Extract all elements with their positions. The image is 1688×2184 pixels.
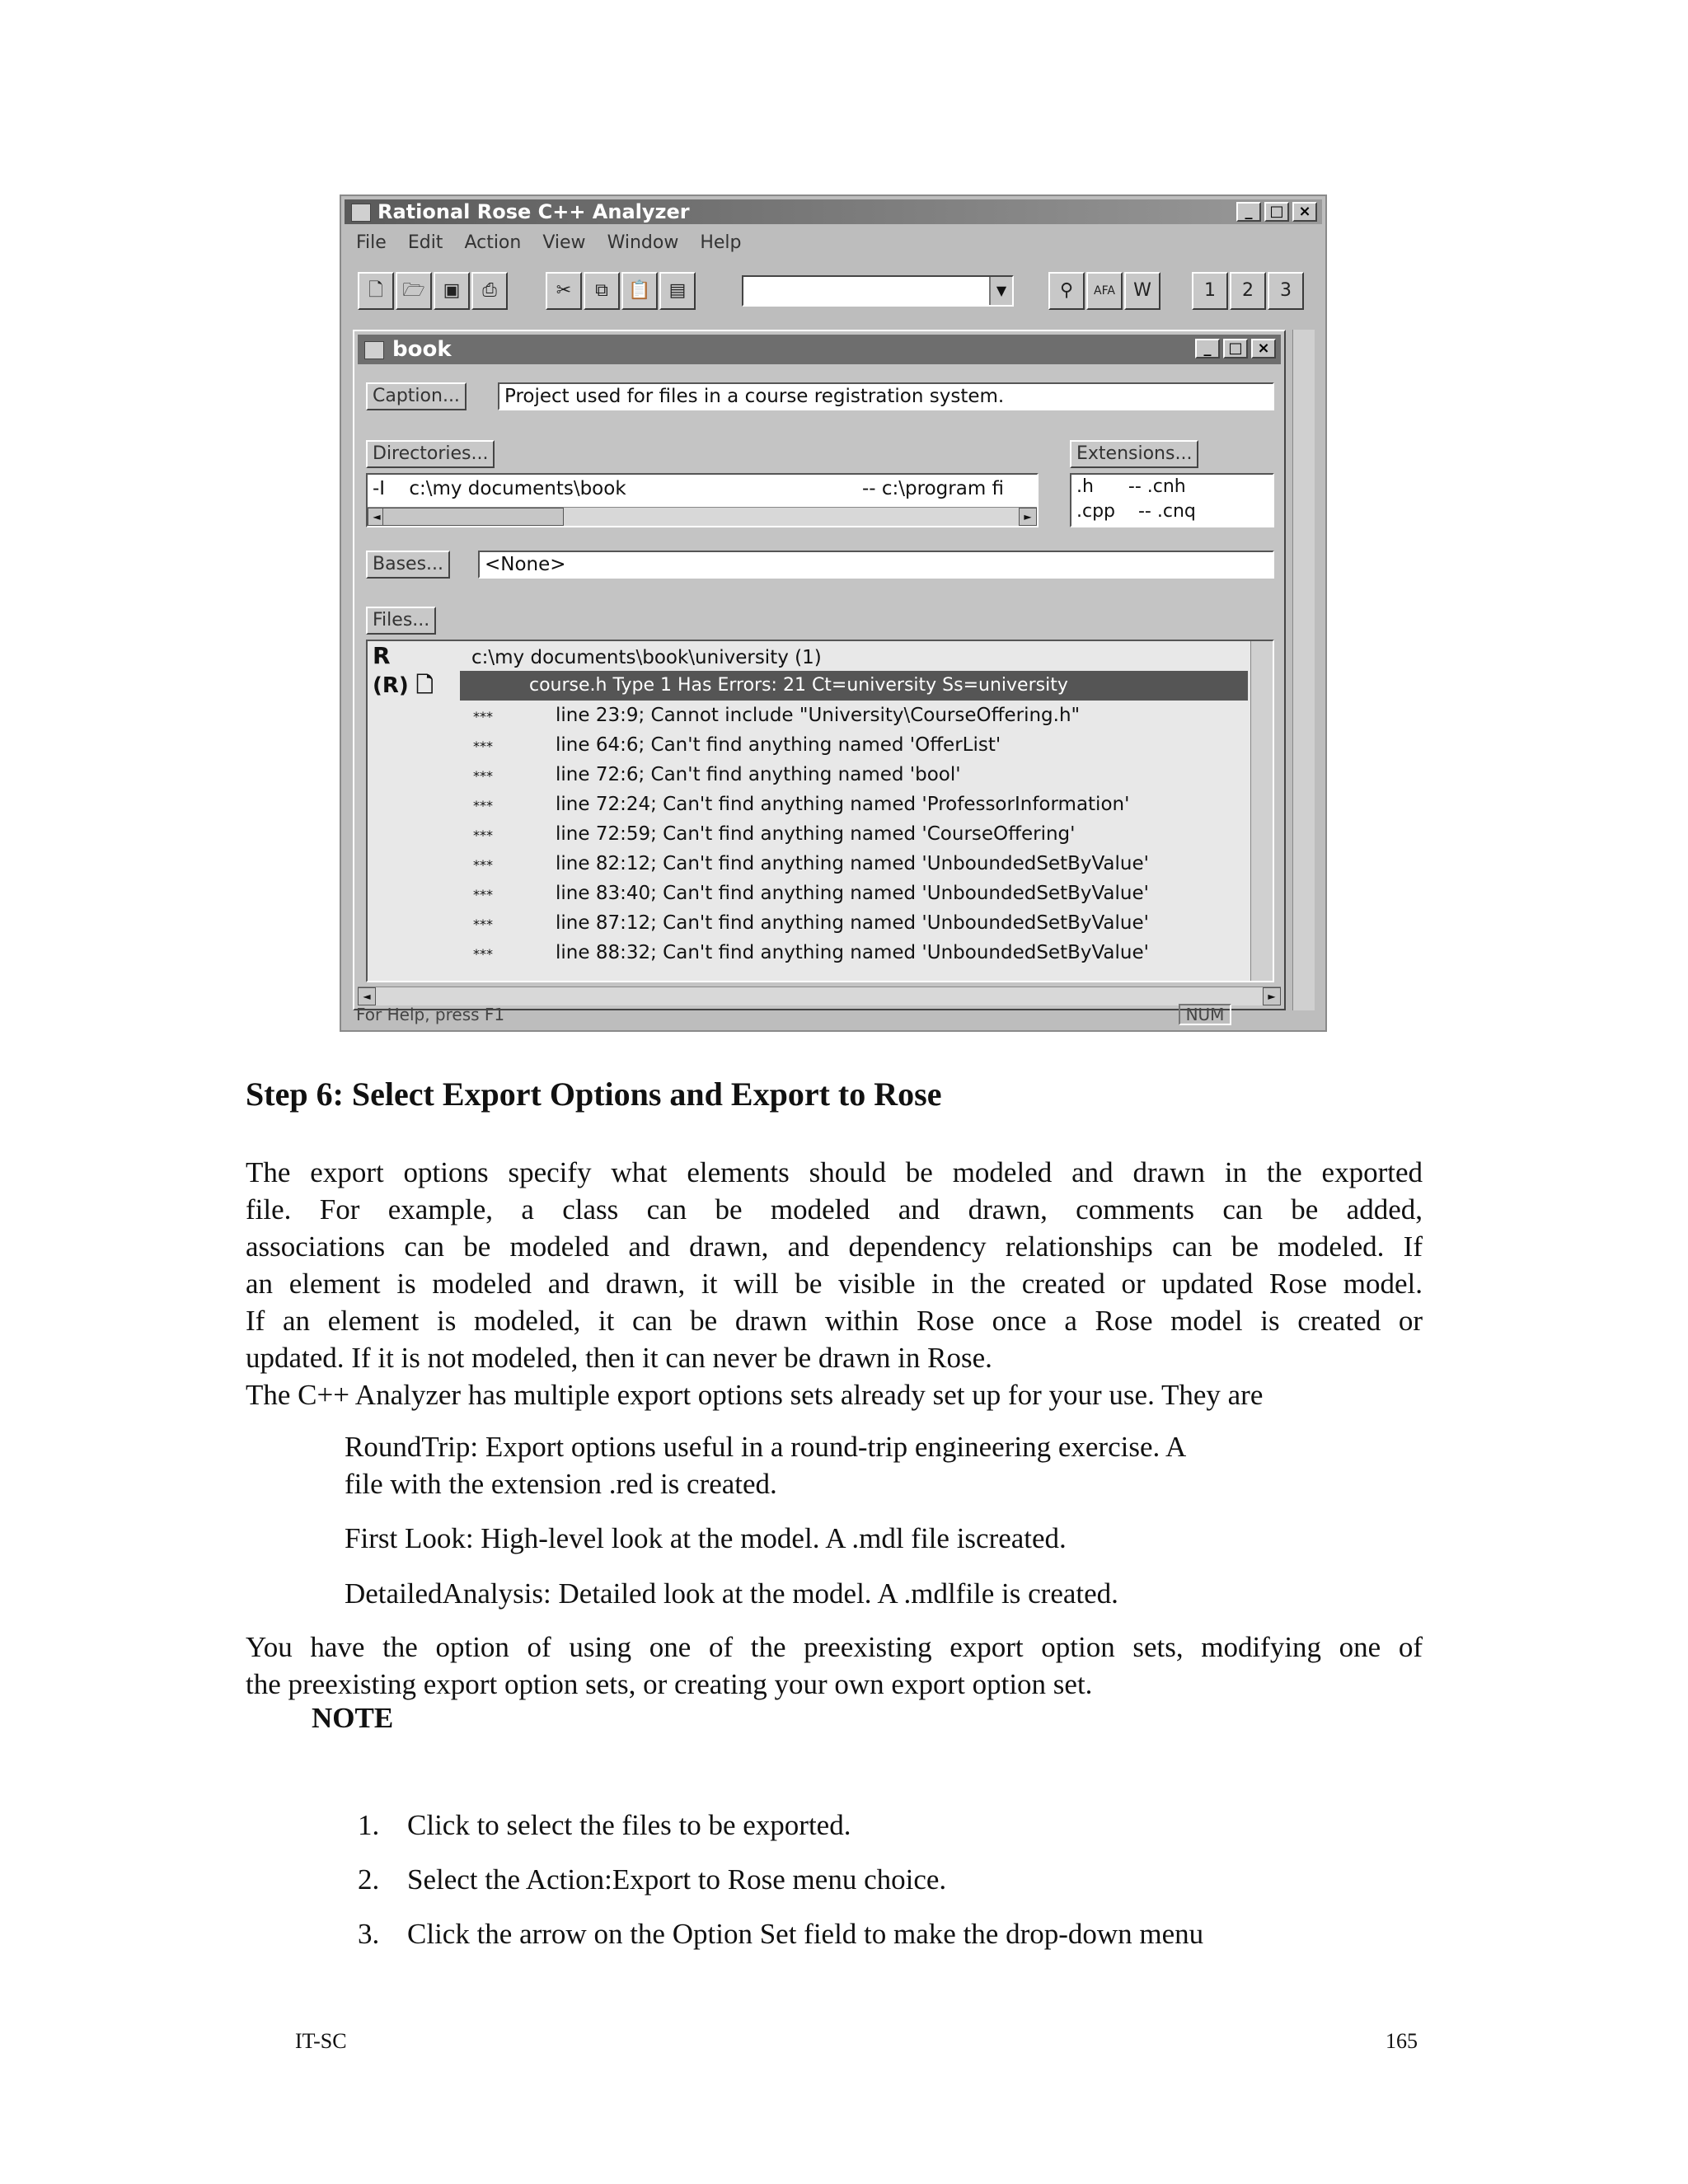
page-number: 165 [1386,2029,1418,2053]
error-marker: *** [473,798,493,813]
error-text: line 82:12; Can't find anything named 'UnboundedSetByValue' [556,853,1149,874]
error-text: line 87:12; Can't find anything named 'UnboundedSetByValue' [556,912,1149,934]
error-line[interactable] [473,701,1080,730]
paragraph-line: associations can be modeled and drawn, and dependency relationships can be modeled. If [246,1230,1423,1263]
scroll-right-icon[interactable]: ► [1019,508,1037,526]
status-bar [345,1002,1322,1027]
level-1-button[interactable]: 1 [1192,272,1228,310]
error-marker: *** [473,916,493,932]
file-marker [368,671,434,701]
paragraph-line: The export options specify what elements should be modeled and drawn in the exported [246,1156,1423,1188]
list-item [358,1807,851,1844]
caption-field[interactable]: Project used for files in a course registration system. [498,382,1274,410]
error-line[interactable] [473,790,1129,819]
error-text: line 64:6; Can't find anything named 'OfferList' [556,734,1001,756]
error-line[interactable] [473,819,1075,849]
cut-button[interactable] [546,272,582,310]
error-line[interactable] [473,879,1149,908]
window-icon: ▤ [668,280,687,301]
error-line[interactable] [473,908,1149,938]
error-marker: *** [473,887,493,902]
book-maximize-button[interactable]: □ [1223,339,1248,359]
files-vertical-scrollbar[interactable] [1250,641,1273,981]
open-button[interactable] [396,272,432,310]
list-number: 1. [358,1809,380,1841]
paragraph-line: If an element is modeled, it can be drawn within Rose once a Rose model is created or [246,1305,1423,1337]
open-folder-icon: 🗁 [402,280,425,301]
extension-item[interactable]: .cpp -- .cnq [1076,501,1196,522]
save-icon: ▣ [443,280,461,301]
book-minimize-button[interactable]: _ [1195,339,1220,359]
list-text: Select the Action:Export to Rose menu choice. [407,1863,947,1896]
analyzer-screenshot [340,194,1327,1032]
error-line[interactable] [473,760,961,790]
properties-button[interactable] [659,272,696,310]
book-title-bar [358,335,1281,364]
bases-field[interactable]: <None> [478,551,1274,579]
menu-window[interactable]: Window [607,232,679,253]
find-button[interactable] [1048,272,1085,310]
afa-button[interactable]: AFA [1086,272,1123,310]
scroll-left-icon[interactable]: ◄ [358,987,376,1005]
level-2-button[interactable]: 2 [1230,272,1266,310]
list-item [358,1861,946,1898]
copy-button[interactable] [584,272,620,310]
menu-file[interactable]: File [356,232,387,253]
error-line[interactable] [473,938,1149,968]
close-button[interactable]: × [1292,202,1317,222]
error-text: line 83:40; Can't find anything named 'UnboundedSetByValue' [556,883,1149,904]
book-window [353,330,1286,1010]
file-tree-root[interactable] [368,641,822,671]
error-text: line 72:6; Can't find anything named 'bool' [556,764,961,785]
footer-left: IT-SC [295,2029,347,2053]
option-firstlook: First Look: High-level look at the model. A .mdl file iscreated. [345,1522,1067,1554]
list-number: 2. [358,1863,380,1896]
main-vertical-scrollbar[interactable] [1292,330,1315,1010]
directory-item-right[interactable]: -- c:\program fi [862,478,1005,499]
doc-icon[interactable] [364,341,384,359]
list-number: 3. [358,1918,380,1950]
paragraph: The C++ Analyzer has multiple export options sets already set up for your use. They are [246,1379,1264,1411]
option-roundtrip-line1: RoundTrip: Export options useful in a round-trip engineering exercise. A [345,1431,1187,1463]
paragraph-line: an element is modeled and drawn, it will be visible in the created or updated Rose model. [246,1268,1423,1300]
window-title: Rational Rose C++ Analyzer [377,200,690,223]
error-marker: *** [473,738,493,754]
error-marker: *** [473,768,493,784]
extensions-button[interactable]: Extensions... [1070,440,1198,468]
error-text: line 23:9; Cannot include "University\CourseOffering.h" [556,705,1081,726]
bases-button[interactable]: Bases... [366,551,450,579]
print-icon: ⎙ [482,280,497,301]
directory-item[interactable]: -I c:\my documents\book [373,478,626,499]
error-marker: *** [473,857,493,873]
directories-hscroll[interactable] [368,507,1037,526]
option-detailed: DetailedAnalysis: Detailed look at the model. A .mdlfile is created. [345,1577,1118,1610]
error-marker: *** [473,709,493,724]
paste-button[interactable] [621,272,658,310]
menu-edit[interactable]: Edit [407,232,443,253]
title-bar [345,199,1322,224]
error-marker: *** [473,946,493,962]
paragraph-line: updated. If it is not modeled, then it can never be drawn in Rose. [246,1342,992,1374]
print-button[interactable] [471,272,508,310]
menu-view[interactable]: View [542,232,586,253]
tree-root-path: c:\my documents\book\university (1) [471,647,822,668]
file-marker-label: (R) [373,673,409,698]
paste-icon: 📋 [628,280,651,301]
caption-button[interactable]: Caption... [366,382,467,410]
new-file-icon: 🗋 [368,280,383,301]
scissors-icon: ✂ [556,280,572,301]
menu-help[interactable]: Help [700,232,742,253]
list-item [358,1915,1368,1952]
error-text: line 72:59; Can't find anything named 'CourseOffering' [556,823,1076,845]
scroll-left-icon[interactable]: ◄ [368,508,386,526]
app-icon[interactable] [351,204,371,222]
maximize-button[interactable]: □ [1264,202,1289,222]
book-close-button[interactable]: × [1251,339,1276,359]
section-heading: Step 6: Select Export Options and Export to Rose [246,1076,942,1113]
book-title: book [392,337,452,362]
new-file-button[interactable] [358,272,394,310]
error-line[interactable] [473,849,1149,879]
selected-file-row[interactable]: course.h Type 1 Has Errors: 21 Ct=university Ss=university [460,671,1248,701]
files-tree[interactable] [366,640,1274,982]
paragraph-line: You have the option of using one of the preexisting export option sets, modifying one of [246,1631,1423,1663]
extensions-list[interactable] [1070,473,1274,527]
scroll-thumb[interactable] [382,508,564,526]
error-text: line 72:24; Can't find anything named 'ProfessorInformation' [556,794,1130,815]
directories-list[interactable] [366,473,1039,527]
toolbar [354,272,1312,313]
directories-button[interactable]: Directories... [366,440,495,468]
paragraph-line: file. For example, a class can be modeled and drawn, comments can be added, [246,1193,1423,1226]
paragraph-line: the preexisting export option sets, or creating your own export option set. [246,1668,1093,1700]
option-roundtrip-line2: file with the extension .red is created. [345,1468,777,1500]
binoculars-icon: ⚲ [1059,280,1074,301]
file-icon: 🗋 [415,673,434,698]
error-text: line 88:32; Can't find anything named 'UnboundedSetByValue' [556,942,1149,963]
menu-action[interactable]: Action [464,232,522,253]
save-button[interactable] [434,272,470,310]
copy-icon: ⧉ [595,280,608,301]
list-text: Click the arrow on the Option Set field to make the drop-down menu [407,1918,1204,1950]
chevron-down-icon[interactable]: ▼ [989,277,1012,305]
num-lock-indicator: NUM [1179,1004,1231,1025]
w-button[interactable]: W [1124,272,1160,310]
list-text: Click to select the files to be exported. [407,1809,851,1841]
note-label: NOTE [312,1702,394,1734]
error-marker: *** [473,827,493,843]
minimize-button[interactable]: _ [1236,202,1261,222]
menu-bar [354,229,743,257]
files-button[interactable]: Files... [366,607,436,635]
status-help: For Help, press F1 [356,1005,505,1024]
error-line[interactable] [473,730,1001,760]
tree-marker: R [373,642,391,669]
scroll-right-icon[interactable]: ► [1263,987,1281,1005]
level-3-button[interactable]: 3 [1268,272,1304,310]
extension-item[interactable]: .h -- .cnh [1076,476,1186,497]
option-combo[interactable] [742,275,1014,307]
